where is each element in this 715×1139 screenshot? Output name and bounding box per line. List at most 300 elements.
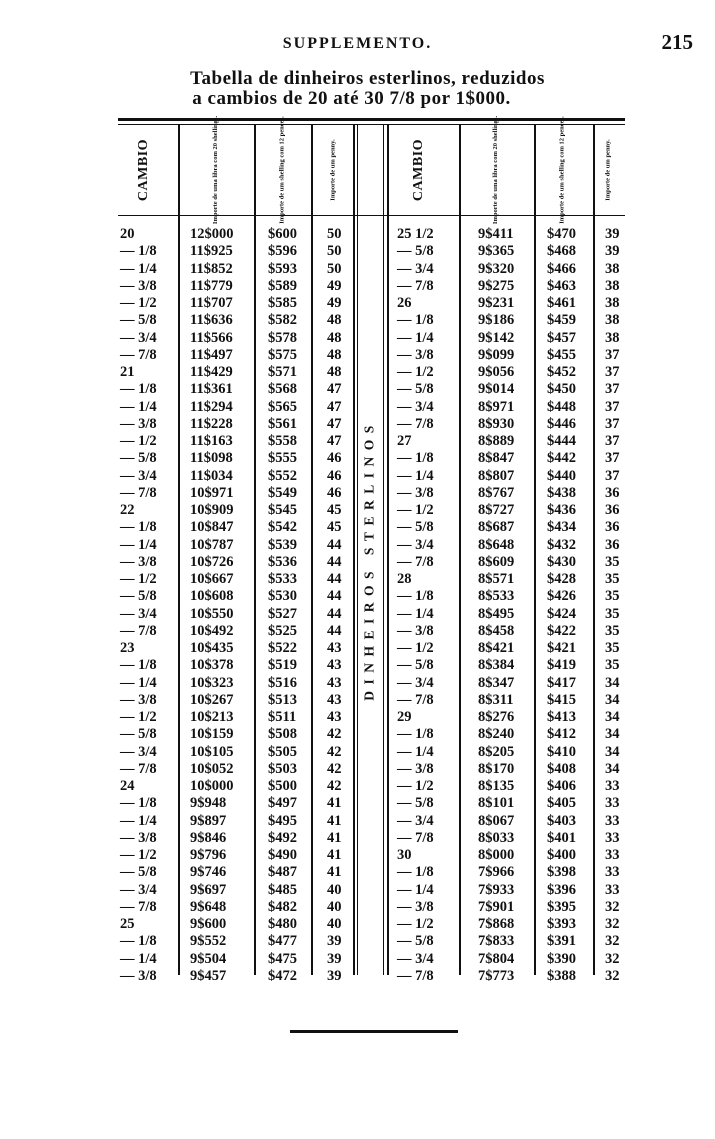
cell-cambio: — 5/8 bbox=[120, 312, 157, 329]
table-row bbox=[0, 795, 715, 812]
table-row bbox=[0, 261, 715, 278]
cell-cambio: — 1/4 bbox=[397, 467, 434, 484]
table-row bbox=[0, 330, 715, 347]
cell-libra: 9$746 bbox=[190, 864, 227, 881]
cell-cambio: — 1/8 bbox=[120, 381, 157, 398]
cell-libra: 9$320 bbox=[478, 260, 515, 277]
cell-penny: 38 bbox=[605, 295, 620, 311]
cell-cambio: — 5/8 bbox=[397, 933, 434, 950]
cell-cambio: — 3/8 bbox=[120, 829, 157, 846]
table-row bbox=[0, 399, 715, 416]
cell-libra: 8$384 bbox=[478, 657, 515, 674]
cell-shelling: $542 bbox=[268, 519, 297, 536]
cell-penny: 40 bbox=[327, 881, 342, 898]
cell-libra: 8$067 bbox=[478, 812, 515, 829]
cell-libra: 11$098 bbox=[190, 450, 233, 467]
cell-penny: 44 bbox=[327, 536, 342, 553]
cell-cambio: 24 bbox=[120, 778, 135, 794]
cell-cambio: — 1/4 bbox=[120, 812, 157, 829]
cell-cambio: — 5/8 bbox=[120, 726, 157, 743]
cell-libra: 7$901 bbox=[478, 898, 515, 915]
table-row bbox=[0, 726, 715, 743]
cell-cambio: — 3/8 bbox=[120, 553, 157, 570]
cell-cambio: — 7/8 bbox=[397, 829, 434, 846]
table-row bbox=[0, 778, 715, 795]
cell-libra: 9$014 bbox=[478, 381, 515, 398]
cell-penny: 43 bbox=[327, 640, 342, 656]
cell-penny: 37 bbox=[605, 415, 620, 432]
cell-libra: 9$142 bbox=[478, 329, 515, 346]
cell-penny: 48 bbox=[327, 312, 342, 329]
cell-penny: 48 bbox=[327, 329, 342, 346]
cell-cambio: 25 1/2 bbox=[397, 226, 434, 242]
cell-libra: 11$852 bbox=[190, 260, 233, 277]
cell-penny: 32 bbox=[605, 967, 620, 984]
cell-cambio: — 3/8 bbox=[397, 898, 434, 915]
bottom-rule bbox=[290, 1030, 458, 1033]
table-row bbox=[0, 830, 715, 847]
cell-cambio: — 3/4 bbox=[120, 743, 157, 760]
cell-cambio: — 5/8 bbox=[120, 864, 157, 881]
cell-libra: 10$378 bbox=[190, 657, 234, 674]
cell-penny: 48 bbox=[327, 364, 342, 380]
cell-penny: 35 bbox=[605, 657, 620, 674]
cell-penny: 35 bbox=[605, 553, 620, 570]
cell-libra: 11$636 bbox=[190, 312, 233, 329]
cell-libra: 11$566 bbox=[190, 329, 233, 346]
cell-penny: 47 bbox=[327, 433, 342, 449]
cell-shelling: $408 bbox=[547, 760, 576, 777]
cell-libra: 8$101 bbox=[478, 795, 515, 812]
cell-penny: 41 bbox=[327, 864, 342, 881]
cell-cambio: — 1/2 bbox=[397, 364, 434, 380]
cell-shelling: $412 bbox=[547, 726, 576, 743]
cell-shelling: $536 bbox=[268, 553, 297, 570]
cell-libra: 10$323 bbox=[190, 674, 234, 691]
cell-penny: 38 bbox=[605, 277, 620, 294]
cell-cambio: — 3/4 bbox=[397, 260, 434, 277]
cell-libra: 10$726 bbox=[190, 553, 234, 570]
cell-libra: 8$033 bbox=[478, 829, 515, 846]
cell-shelling: $395 bbox=[547, 898, 576, 915]
cell-shelling: $495 bbox=[268, 812, 297, 829]
table-title-line-2: a cambios de 20 até 30 7/8 por 1$000. bbox=[192, 88, 511, 109]
cell-libra: 9$056 bbox=[478, 364, 515, 380]
cell-libra: 10$608 bbox=[190, 588, 234, 605]
cell-libra: 7$933 bbox=[478, 881, 515, 898]
table-row bbox=[0, 312, 715, 329]
table-row bbox=[0, 519, 715, 536]
cell-libra: 8$276 bbox=[478, 709, 515, 725]
cell-cambio: — 1/4 bbox=[120, 950, 157, 967]
cell-shelling: $401 bbox=[547, 829, 576, 846]
cell-shelling: $455 bbox=[547, 346, 576, 363]
cell-shelling: $444 bbox=[547, 433, 576, 449]
cell-cambio: — 1/8 bbox=[397, 726, 434, 743]
cell-shelling: $396 bbox=[547, 881, 576, 898]
cell-libra: 11$497 bbox=[190, 346, 233, 363]
cell-shelling: $565 bbox=[268, 398, 297, 415]
table-row bbox=[0, 813, 715, 830]
header-cambio-right: CAMBIO bbox=[411, 138, 426, 202]
cell-cambio: — 5/8 bbox=[120, 450, 157, 467]
cell-shelling: $480 bbox=[268, 916, 297, 932]
cell-cambio: — 1/2 bbox=[397, 640, 434, 656]
cell-penny: 47 bbox=[327, 415, 342, 432]
cell-shelling: $468 bbox=[547, 243, 576, 260]
cell-libra: 11$228 bbox=[190, 415, 233, 432]
cell-shelling: $459 bbox=[547, 312, 576, 329]
cell-shelling: $413 bbox=[547, 709, 576, 725]
cell-shelling: $497 bbox=[268, 795, 297, 812]
cell-shelling: $522 bbox=[268, 640, 297, 656]
cell-libra: 8$807 bbox=[478, 467, 515, 484]
table-row bbox=[0, 847, 715, 864]
cell-shelling: $421 bbox=[547, 640, 576, 656]
cell-shelling: $552 bbox=[268, 467, 297, 484]
cell-shelling: $539 bbox=[268, 536, 297, 553]
cell-shelling: $424 bbox=[547, 605, 576, 622]
cell-libra: 9$411 bbox=[478, 226, 514, 242]
cell-libra: 9$275 bbox=[478, 277, 515, 294]
cell-penny: 40 bbox=[327, 916, 342, 932]
header-penny-left: Importe de um penny. bbox=[330, 139, 337, 201]
cell-cambio: 23 bbox=[120, 640, 135, 656]
cell-libra: 10$847 bbox=[190, 519, 234, 536]
cell-shelling: $470 bbox=[547, 226, 576, 242]
cell-libra: 8$727 bbox=[478, 502, 515, 518]
cell-shelling: $490 bbox=[268, 847, 297, 863]
cell-shelling: $549 bbox=[268, 484, 297, 501]
cell-libra: 8$847 bbox=[478, 450, 515, 467]
cell-shelling: $519 bbox=[268, 657, 297, 674]
cell-shelling: $457 bbox=[547, 329, 576, 346]
cell-cambio: — 1/4 bbox=[397, 743, 434, 760]
cell-penny: 46 bbox=[327, 467, 342, 484]
cell-cambio: — 3/4 bbox=[120, 881, 157, 898]
table-row bbox=[0, 347, 715, 364]
cell-cambio: 25 bbox=[120, 916, 135, 932]
cell-libra: 9$099 bbox=[478, 346, 515, 363]
cell-cambio: — 1/8 bbox=[120, 933, 157, 950]
cell-shelling: $434 bbox=[547, 519, 576, 536]
cell-libra: 9$365 bbox=[478, 243, 515, 260]
cell-shelling: $525 bbox=[268, 622, 297, 639]
cell-cambio: 30 bbox=[397, 847, 412, 863]
cell-penny: 37 bbox=[605, 364, 620, 380]
cell-libra: 10$267 bbox=[190, 691, 234, 708]
table-row bbox=[0, 381, 715, 398]
cell-libra: 7$833 bbox=[478, 933, 515, 950]
cell-cambio: 28 bbox=[397, 571, 412, 587]
cell-shelling: $508 bbox=[268, 726, 297, 743]
cell-libra: 10$667 bbox=[190, 571, 234, 587]
cell-shelling: $600 bbox=[268, 226, 297, 242]
cell-libra: 9$697 bbox=[190, 881, 227, 898]
cell-cambio: — 5/8 bbox=[397, 657, 434, 674]
cell-shelling: $417 bbox=[547, 674, 576, 691]
cell-shelling: $500 bbox=[268, 778, 297, 794]
cell-shelling: $436 bbox=[547, 502, 576, 518]
cell-cambio: — 3/8 bbox=[120, 415, 157, 432]
cell-penny: 47 bbox=[327, 398, 342, 415]
cell-cambio: — 3/8 bbox=[120, 691, 157, 708]
cell-penny: 36 bbox=[605, 519, 620, 536]
cell-penny: 41 bbox=[327, 812, 342, 829]
cell-cambio: — 1/8 bbox=[120, 795, 157, 812]
cell-penny: 44 bbox=[327, 571, 342, 587]
cell-libra: 8$240 bbox=[478, 726, 515, 743]
cell-libra: 9$504 bbox=[190, 950, 227, 967]
table-row bbox=[0, 951, 715, 968]
cell-cambio: — 5/8 bbox=[120, 588, 157, 605]
cell-penny: 49 bbox=[327, 277, 342, 294]
cell-libra: 11$429 bbox=[190, 364, 233, 380]
cell-libra: 8$421 bbox=[478, 640, 515, 656]
cell-shelling: $568 bbox=[268, 381, 297, 398]
cell-cambio: — 3/4 bbox=[397, 536, 434, 553]
cell-shelling: $440 bbox=[547, 467, 576, 484]
cell-penny: 34 bbox=[605, 760, 620, 777]
cell-libra: 10$787 bbox=[190, 536, 234, 553]
cell-cambio: 22 bbox=[120, 502, 135, 518]
header-shelling-right: Importe de um shelling com 12 pences. bbox=[559, 116, 566, 224]
header-penny-right: Importe de um penny. bbox=[605, 139, 612, 201]
table-row bbox=[0, 295, 715, 312]
cell-shelling: $450 bbox=[547, 381, 576, 398]
cell-libra: 11$163 bbox=[190, 433, 233, 449]
cell-cambio: 21 bbox=[120, 364, 135, 380]
cell-shelling: $530 bbox=[268, 588, 297, 605]
cell-penny: 37 bbox=[605, 381, 620, 398]
cell-shelling: $589 bbox=[268, 277, 297, 294]
cell-shelling: $492 bbox=[268, 829, 297, 846]
cell-libra: 8$930 bbox=[478, 415, 515, 432]
cell-cambio: — 1/4 bbox=[397, 881, 434, 898]
cell-penny: 33 bbox=[605, 847, 620, 863]
cell-penny: 40 bbox=[327, 898, 342, 915]
cell-penny: 34 bbox=[605, 709, 620, 725]
cell-libra: 10$105 bbox=[190, 743, 234, 760]
header-shelling-left: Importe de um shelling com 12 pences. bbox=[279, 116, 286, 224]
cell-cambio: — 3/4 bbox=[397, 674, 434, 691]
cell-penny: 37 bbox=[605, 346, 620, 363]
table-row bbox=[0, 588, 715, 605]
header-rule bbox=[118, 215, 625, 216]
cell-cambio: — 1/2 bbox=[397, 502, 434, 518]
table-row bbox=[0, 278, 715, 295]
cell-penny: 45 bbox=[327, 519, 342, 536]
cell-cambio: — 7/8 bbox=[120, 346, 157, 363]
table-row bbox=[0, 571, 715, 588]
cell-cambio: — 1/8 bbox=[397, 864, 434, 881]
cell-penny: 37 bbox=[605, 433, 620, 449]
header-libra-left: Importe de uma libra com 20 shellings. bbox=[212, 115, 219, 225]
cell-libra: 8$495 bbox=[478, 605, 515, 622]
cell-libra: 11$779 bbox=[190, 277, 233, 294]
cell-cambio: — 3/8 bbox=[397, 760, 434, 777]
table-row bbox=[0, 450, 715, 467]
cell-libra: 8$571 bbox=[478, 571, 515, 587]
cell-shelling: $466 bbox=[547, 260, 576, 277]
cell-penny: 42 bbox=[327, 726, 342, 743]
cell-cambio: — 7/8 bbox=[120, 760, 157, 777]
cell-shelling: $405 bbox=[547, 795, 576, 812]
cell-libra: 7$804 bbox=[478, 950, 515, 967]
table-row bbox=[0, 485, 715, 502]
cell-libra: 10$492 bbox=[190, 622, 234, 639]
cell-cambio: — 3/8 bbox=[120, 277, 157, 294]
cell-libra: 9$948 bbox=[190, 795, 227, 812]
cell-penny: 36 bbox=[605, 502, 620, 518]
cell-libra: 9$186 bbox=[478, 312, 515, 329]
cell-penny: 39 bbox=[327, 933, 342, 950]
cell-shelling: $410 bbox=[547, 743, 576, 760]
cell-cambio: — 1/4 bbox=[397, 329, 434, 346]
cell-cambio: — 5/8 bbox=[397, 381, 434, 398]
cell-libra: 9$897 bbox=[190, 812, 227, 829]
cell-penny: 46 bbox=[327, 450, 342, 467]
cell-penny: 33 bbox=[605, 881, 620, 898]
cell-penny: 47 bbox=[327, 381, 342, 398]
cell-penny: 33 bbox=[605, 778, 620, 794]
cell-penny: 46 bbox=[327, 484, 342, 501]
table-row bbox=[0, 692, 715, 709]
cell-cambio: 27 bbox=[397, 433, 412, 449]
cell-shelling: $545 bbox=[268, 502, 297, 518]
table-row bbox=[0, 675, 715, 692]
cell-libra: 8$170 bbox=[478, 760, 515, 777]
cell-penny: 44 bbox=[327, 588, 342, 605]
cell-libra: 10$052 bbox=[190, 760, 234, 777]
cell-libra: 10$159 bbox=[190, 726, 234, 743]
cell-cambio: — 1/2 bbox=[120, 709, 157, 725]
cell-cambio: — 1/2 bbox=[120, 295, 157, 311]
table-row bbox=[0, 623, 715, 640]
cell-penny: 36 bbox=[605, 536, 620, 553]
cell-shelling: $390 bbox=[547, 950, 576, 967]
cell-shelling: $426 bbox=[547, 588, 576, 605]
cell-cambio: — 7/8 bbox=[397, 415, 434, 432]
cell-shelling: $438 bbox=[547, 484, 576, 501]
cell-penny: 38 bbox=[605, 260, 620, 277]
cell-shelling: $403 bbox=[547, 812, 576, 829]
cell-shelling: $475 bbox=[268, 950, 297, 967]
cell-shelling: $516 bbox=[268, 674, 297, 691]
cell-penny: 32 bbox=[605, 950, 620, 967]
cell-libra: 8$767 bbox=[478, 484, 515, 501]
cell-libra: 7$966 bbox=[478, 864, 515, 881]
cell-libra: 9$846 bbox=[190, 829, 227, 846]
cell-libra: 7$868 bbox=[478, 916, 515, 932]
cell-penny: 43 bbox=[327, 657, 342, 674]
cell-cambio: — 1/8 bbox=[120, 243, 157, 260]
cell-penny: 39 bbox=[605, 226, 620, 242]
cell-cambio: — 1/4 bbox=[120, 536, 157, 553]
cell-shelling: $555 bbox=[268, 450, 297, 467]
cell-penny: 37 bbox=[605, 450, 620, 467]
cell-penny: 33 bbox=[605, 864, 620, 881]
cell-libra: 10$550 bbox=[190, 605, 234, 622]
cell-shelling: $391 bbox=[547, 933, 576, 950]
cell-penny: 50 bbox=[327, 243, 342, 260]
cell-penny: 50 bbox=[327, 260, 342, 277]
cell-shelling: $446 bbox=[547, 415, 576, 432]
cell-cambio: — 3/4 bbox=[397, 812, 434, 829]
cell-libra: 10$000 bbox=[190, 778, 234, 794]
cell-shelling: $485 bbox=[268, 881, 297, 898]
cell-libra: 8$347 bbox=[478, 674, 515, 691]
cell-cambio: — 5/8 bbox=[397, 243, 434, 260]
table-row bbox=[0, 640, 715, 657]
cell-cambio: — 1/4 bbox=[120, 398, 157, 415]
table-row bbox=[0, 416, 715, 433]
cell-shelling: $593 bbox=[268, 260, 297, 277]
cell-cambio: 20 bbox=[120, 226, 135, 242]
cell-penny: 43 bbox=[327, 691, 342, 708]
cell-penny: 34 bbox=[605, 674, 620, 691]
table-row bbox=[0, 364, 715, 381]
cell-libra: 8$135 bbox=[478, 778, 515, 794]
cell-cambio: — 1/4 bbox=[120, 674, 157, 691]
cell-penny: 42 bbox=[327, 760, 342, 777]
cell-penny: 34 bbox=[605, 691, 620, 708]
cell-shelling: $442 bbox=[547, 450, 576, 467]
cell-libra: 9$457 bbox=[190, 967, 227, 984]
cell-penny: 35 bbox=[605, 571, 620, 587]
table-row bbox=[0, 226, 715, 243]
cell-shelling: $533 bbox=[268, 571, 297, 587]
table-row bbox=[0, 968, 715, 985]
cell-shelling: $430 bbox=[547, 553, 576, 570]
cell-penny: 41 bbox=[327, 795, 342, 812]
page-number: 215 bbox=[661, 30, 693, 54]
header-libra-right: Importe de uma libra com 20 shellings. bbox=[492, 115, 499, 225]
cell-cambio: — 1/2 bbox=[397, 916, 434, 932]
cell-penny: 35 bbox=[605, 605, 620, 622]
table-row bbox=[0, 537, 715, 554]
cell-shelling: $596 bbox=[268, 243, 297, 260]
cell-penny: 32 bbox=[605, 898, 620, 915]
cell-shelling: $558 bbox=[268, 433, 297, 449]
table-title-line-1: Tabella de dinheiros esterlinos, reduzidos bbox=[190, 68, 545, 89]
cell-libra: 11$925 bbox=[190, 243, 233, 260]
cell-shelling: $561 bbox=[268, 415, 297, 432]
cell-cambio: — 1/8 bbox=[397, 312, 434, 329]
cell-penny: 37 bbox=[605, 467, 620, 484]
cell-cambio: — 3/8 bbox=[397, 622, 434, 639]
cell-libra: 10$971 bbox=[190, 484, 234, 501]
cell-libra: 9$552 bbox=[190, 933, 227, 950]
cell-cambio: — 5/8 bbox=[397, 795, 434, 812]
cell-shelling: $400 bbox=[547, 847, 576, 863]
table-row bbox=[0, 744, 715, 761]
cell-libra: 8$687 bbox=[478, 519, 515, 536]
cell-cambio: — 3/8 bbox=[397, 484, 434, 501]
cell-cambio: — 7/8 bbox=[120, 622, 157, 639]
top-rule-thin bbox=[118, 124, 625, 125]
cell-shelling: $527 bbox=[268, 605, 297, 622]
cell-cambio: — 1/4 bbox=[120, 260, 157, 277]
table-row bbox=[0, 554, 715, 571]
cell-shelling: $505 bbox=[268, 743, 297, 760]
table-row bbox=[0, 433, 715, 450]
cell-libra: 11$707 bbox=[190, 295, 233, 311]
cell-shelling: $432 bbox=[547, 536, 576, 553]
cell-penny: 35 bbox=[605, 622, 620, 639]
cell-penny: 34 bbox=[605, 743, 620, 760]
cell-shelling: $452 bbox=[547, 364, 576, 380]
